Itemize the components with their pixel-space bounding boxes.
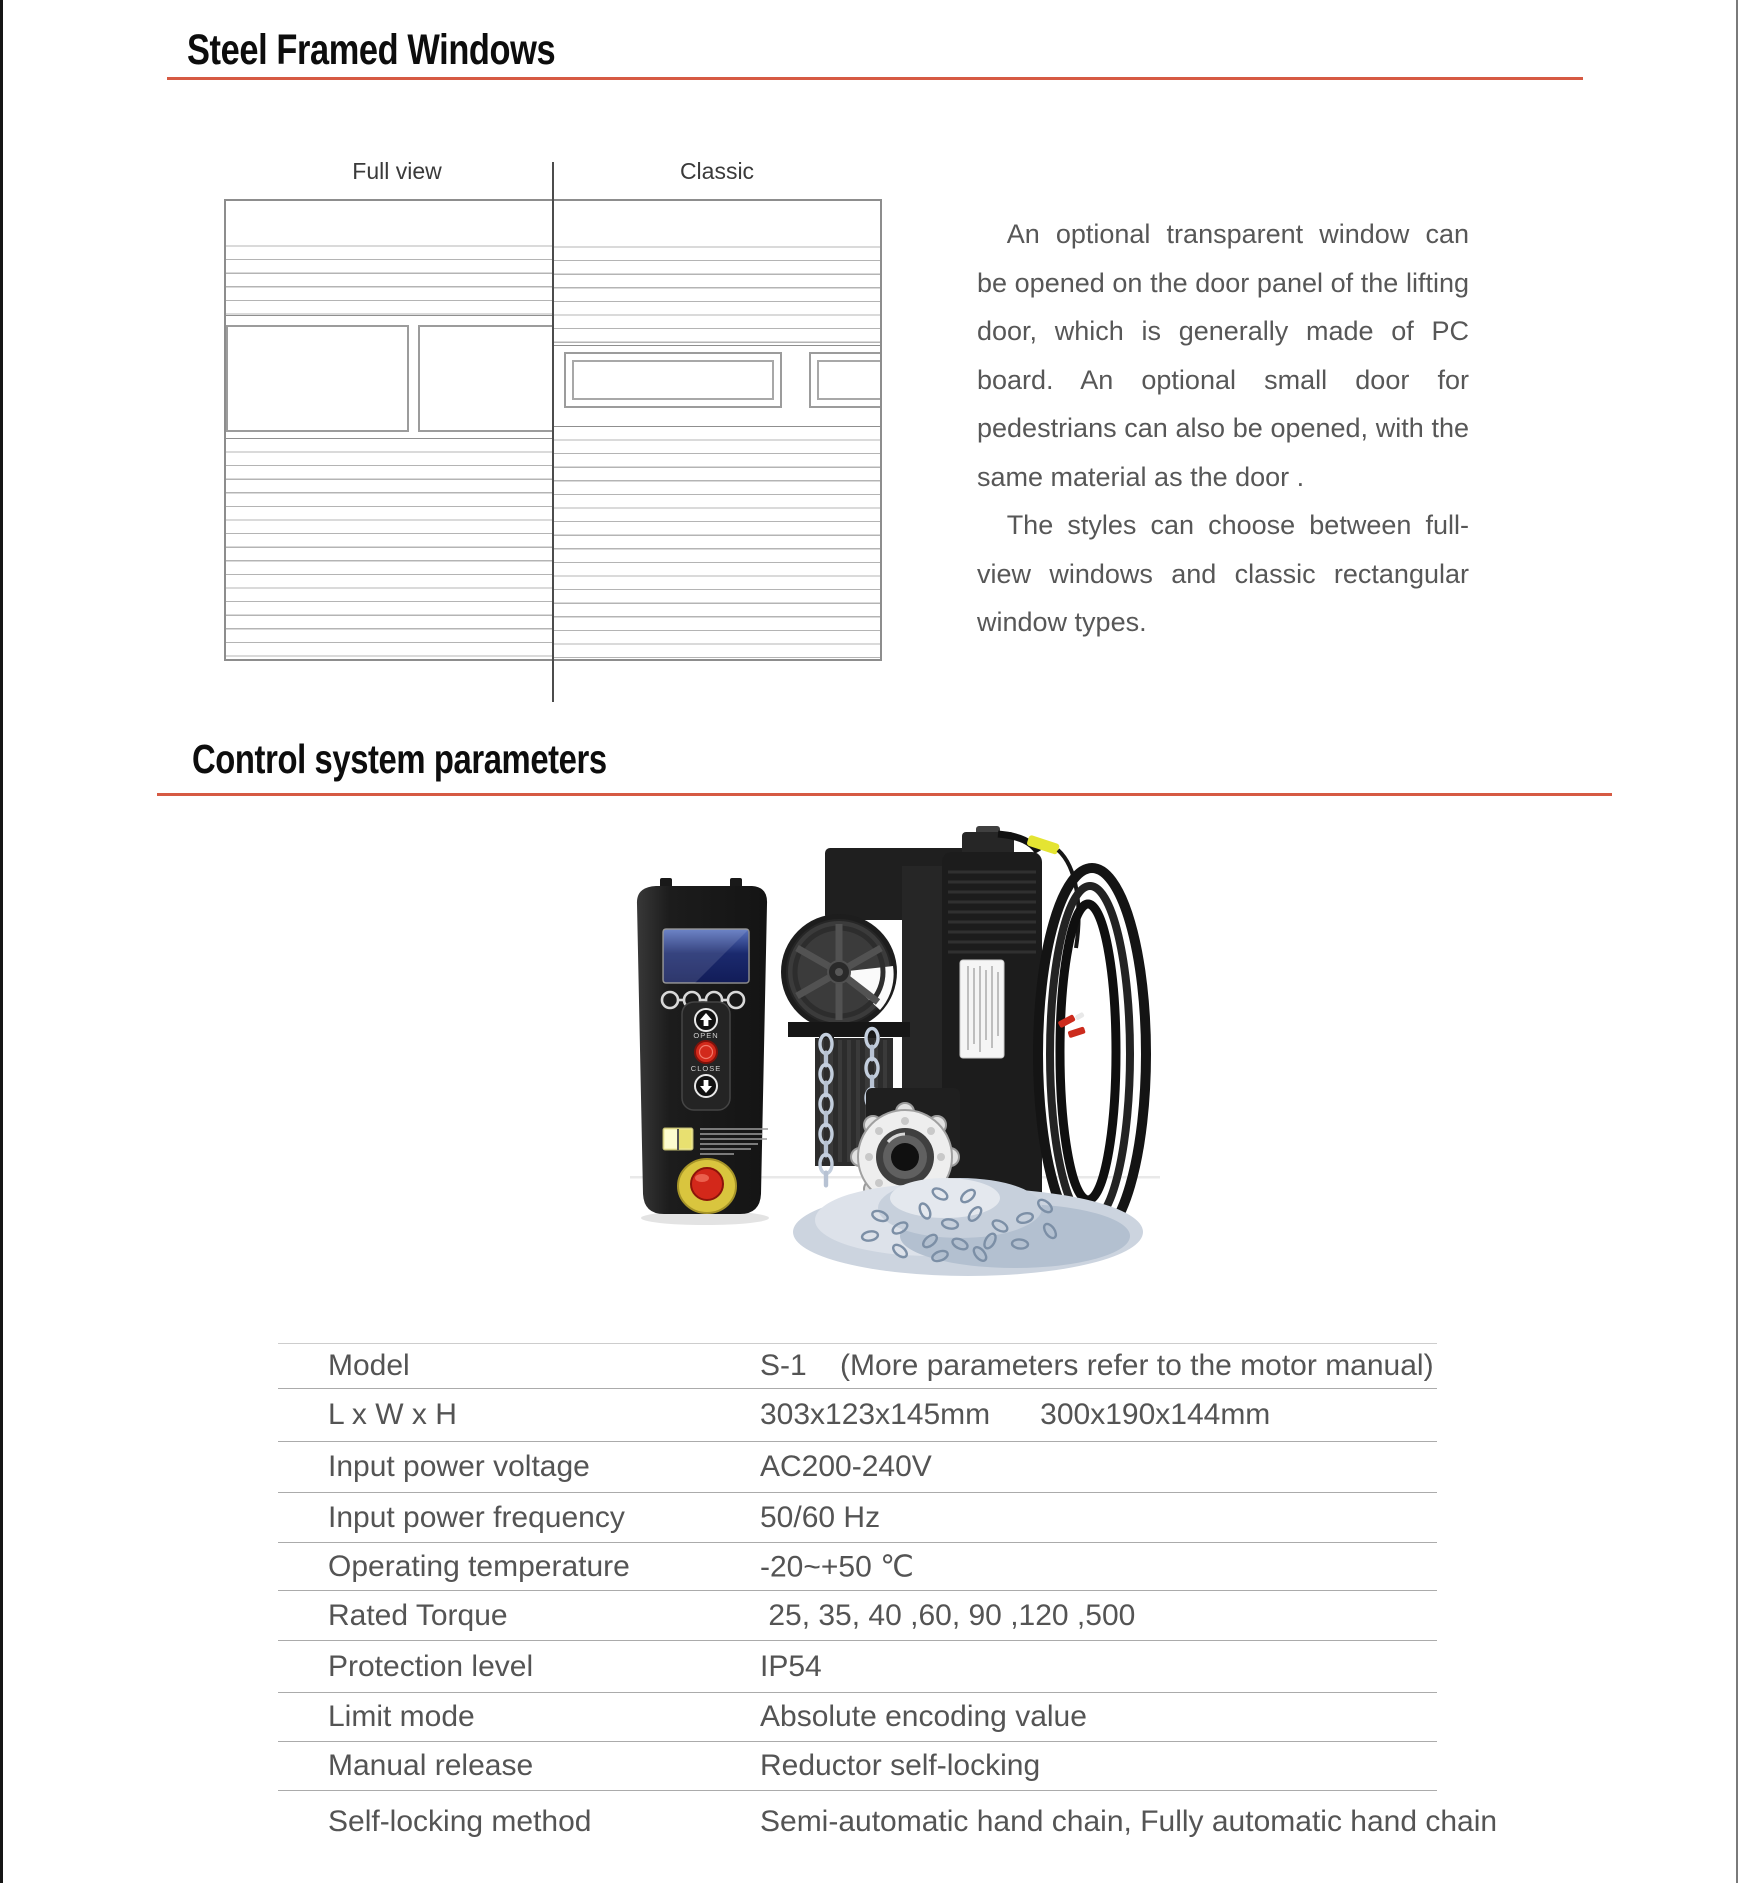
full-view-label: Full view bbox=[352, 158, 442, 184]
motor-product-photo bbox=[630, 826, 1160, 1286]
table-row bbox=[278, 1542, 1437, 1590]
motor-spec-label bbox=[960, 960, 1004, 1058]
stop-button bbox=[695, 1041, 717, 1063]
window-band bbox=[553, 345, 880, 427]
manual-book-icon bbox=[663, 1128, 693, 1150]
open-button bbox=[695, 1009, 717, 1031]
control-system-parameters-table bbox=[278, 1343, 1498, 1852]
chain-pile bbox=[793, 1178, 1143, 1276]
spec-value: -20~+50 ℃ bbox=[760, 1550, 914, 1583]
spec-label: Rated Torque bbox=[328, 1598, 508, 1632]
classic-label: Classic bbox=[679, 158, 755, 184]
remote-control bbox=[637, 878, 769, 1225]
spec-value: Absolute encoding value bbox=[760, 1700, 1087, 1733]
spec-label: Operating temperature bbox=[328, 1549, 630, 1583]
section-title-steel-framed-windows: Steel Framed Windows bbox=[187, 26, 556, 74]
table-row bbox=[278, 1388, 1437, 1441]
table-row bbox=[278, 1741, 1437, 1790]
spec-value: S-1 (More parameters refer to the motor manual) bbox=[760, 1349, 1434, 1382]
table-row bbox=[278, 1590, 1437, 1640]
spec-value: Semi-automatic hand chain, Fully automatic hand chain bbox=[760, 1804, 1498, 1838]
close-button bbox=[695, 1075, 717, 1097]
classic-window bbox=[809, 352, 882, 408]
lcd-screen bbox=[663, 929, 749, 983]
accent-divider bbox=[157, 793, 1612, 796]
description-paragraph-2: The styles can choose between full-view windows and classic rectangular window types. bbox=[977, 510, 1469, 637]
window-band bbox=[226, 315, 553, 439]
cable-coil bbox=[1038, 868, 1146, 1240]
door-slats bbox=[226, 233, 553, 315]
spec-label: Manual release bbox=[328, 1749, 534, 1782]
door-slats bbox=[553, 234, 880, 345]
door-slats bbox=[553, 427, 880, 661]
table-row bbox=[278, 1441, 1437, 1492]
page-left-border bbox=[0, 0, 3, 1883]
spec-label: Input power voltage bbox=[328, 1450, 590, 1483]
full-view-door-drawing bbox=[224, 199, 553, 661]
emergency-stop-button bbox=[678, 1159, 736, 1213]
spec-label: Input power frequency bbox=[328, 1500, 625, 1534]
classic-window bbox=[564, 352, 782, 408]
spec-value: IP54 bbox=[760, 1649, 822, 1683]
table-row bbox=[278, 1692, 1437, 1741]
table-row bbox=[278, 1492, 1437, 1542]
open-button-label: OPEN bbox=[693, 1031, 719, 1040]
full-view-window bbox=[418, 325, 553, 432]
section-title-control-system-parameters: Control system parameters bbox=[192, 736, 607, 782]
table-row bbox=[278, 1790, 1498, 1852]
spec-label: Self-locking method bbox=[328, 1804, 592, 1838]
accent-divider bbox=[167, 77, 1583, 80]
classic-window-inner-frame bbox=[572, 360, 774, 400]
spec-label: Model bbox=[328, 1349, 410, 1382]
spec-value: AC200-240V bbox=[760, 1450, 932, 1483]
page-right-border bbox=[1736, 0, 1738, 1883]
spec-label: Limit mode bbox=[328, 1700, 475, 1733]
classic-window-inner-frame bbox=[817, 360, 882, 400]
spec-value: 50/60 Hz bbox=[760, 1500, 881, 1534]
table-row bbox=[278, 1640, 1437, 1692]
spec-value: 303x123x145mm 300x190x144mm bbox=[760, 1398, 1271, 1431]
diagram-divider-line bbox=[552, 162, 554, 702]
spec-value: Reductor self-locking bbox=[760, 1749, 1041, 1782]
table-row bbox=[278, 1343, 1437, 1388]
spec-label: L x W x H bbox=[328, 1398, 457, 1431]
door-slats bbox=[226, 439, 553, 661]
description-paragraph-1: An optional transparent window can be opened on the door panel of the lifting door, which is generally made of PC board. An optional small door for pedestrians can also be opened, with the same material as the door . bbox=[977, 219, 1469, 492]
spec-value: 25, 35, 40 ,60, 90 ,120 ,500 bbox=[760, 1598, 1136, 1632]
close-button-label: CLOSE bbox=[690, 1064, 722, 1073]
description-text bbox=[977, 210, 1469, 647]
full-view-window bbox=[226, 325, 409, 432]
spec-label: Protection level bbox=[328, 1649, 534, 1683]
classic-door-drawing bbox=[553, 199, 882, 661]
